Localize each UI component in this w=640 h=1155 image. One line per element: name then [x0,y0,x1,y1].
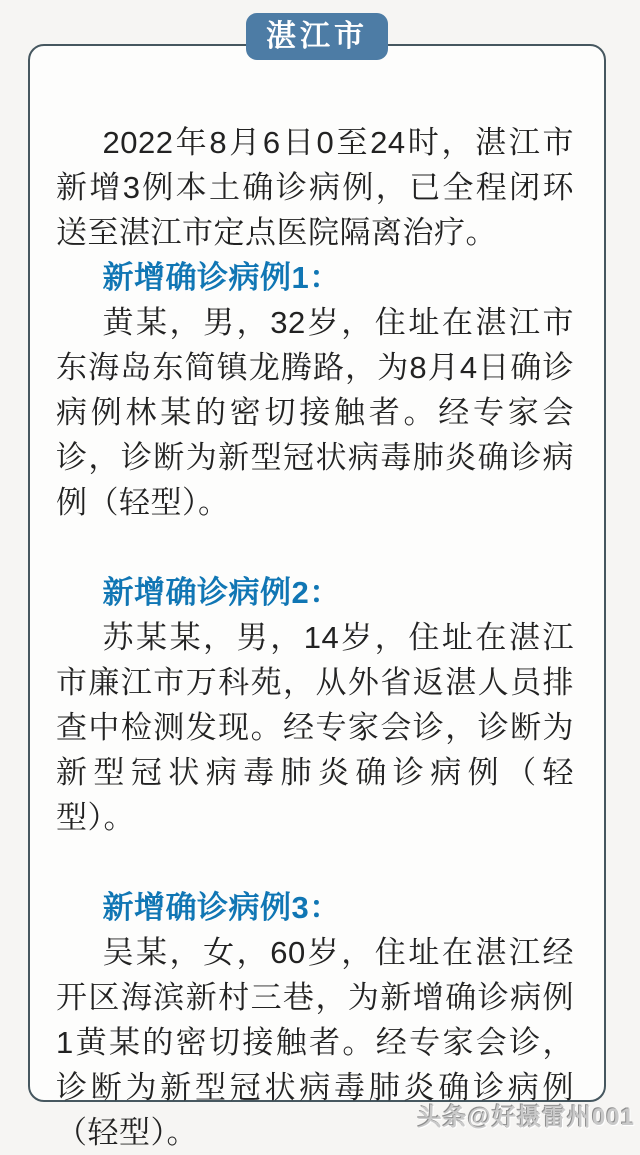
case-1-paragraph: 黄某，男，32岁，住址在湛江市东海岛东简镇龙腾路，为8月4日确诊病例林某的密切接触者。经专家会诊，诊断为新型冠状病毒肺炎确诊病例（轻型）。 [56,305,574,520]
city-badge: 湛江市 [246,13,388,60]
case-3-paragraph: 吴某，女，60岁，住址在湛江经开区海滨新村三巷，为新增确诊病例1黄某的密切接触者。经专家会诊，诊断为新型冠状病毒肺炎确诊病例（轻型）。 [56,935,574,1150]
intro-paragraph: 2022年8月6日0至24时，湛江市新增3例本土确诊病例，已全程闭环送至湛江市定点医院隔离治疗。 [56,125,574,250]
case-3-heading: 新增确诊病例3： [102,890,341,925]
announcement-content [56,120,574,1155]
watermark: 头条@好摄雷州001 [417,1104,635,1131]
case-1-heading: 新增确诊病例1： [102,260,341,295]
case-2-heading: 新增确诊病例2： [102,575,341,610]
case-2-paragraph: 苏某某，男，14岁，住址在湛江市廉江市万科苑，从外省返湛人员排查中检测发现。经专家会诊，诊断为新型冠状病毒肺炎确诊病例（轻型）。 [56,620,574,835]
